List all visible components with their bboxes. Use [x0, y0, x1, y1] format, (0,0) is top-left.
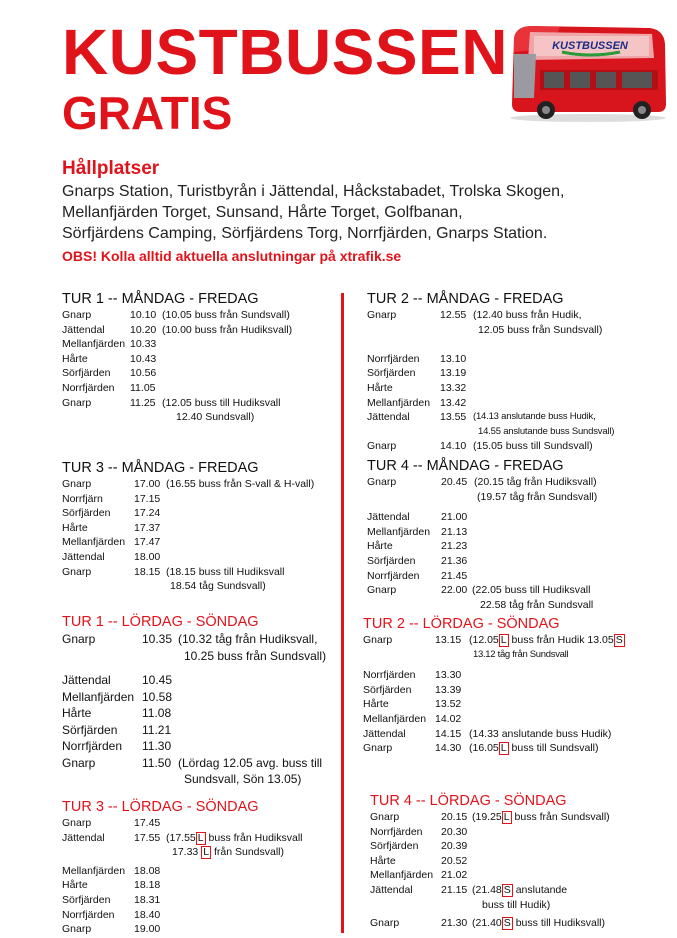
departure-time: 13.55 [440, 411, 467, 424]
schedule-heading: TUR 2 -- MÅNDAG - FREDAG [367, 291, 564, 307]
note-fragment: (19.25 [472, 811, 502, 823]
schedule-row [363, 742, 673, 757]
stop-name: Jättendal [62, 831, 105, 844]
stop-name: Norrfjärden [363, 669, 416, 682]
note-fragment: buss från Hudiksvall [208, 831, 303, 844]
connection-note: 10.25 buss från Sundsvall) [184, 648, 327, 663]
schedule-row [62, 909, 337, 924]
day-marker-badge: S [615, 634, 623, 646]
day-marker-badge: L [197, 831, 204, 844]
stops-heading: Hållplatser [62, 158, 160, 179]
departure-time: 11.25 [130, 396, 156, 409]
schedule-row [367, 570, 672, 585]
schedule-row [62, 817, 337, 832]
schedule-row [62, 632, 337, 649]
day-marker-badge: S [503, 917, 511, 930]
stop-name: Sörfjärden [370, 840, 419, 853]
stop-name: Hårte [370, 854, 396, 867]
note-fragment: (16.05 [469, 742, 499, 755]
stop-name: Hårte [62, 521, 88, 534]
departure-time: 13.42 [440, 396, 467, 409]
schedule-row [62, 353, 337, 368]
stop-name: Gnarp [62, 565, 92, 578]
stop-name: Gnarp [367, 476, 397, 488]
departure-time: 17.37 [134, 521, 161, 534]
departure-time: 17.47 [134, 536, 161, 549]
stop-name: Jättendal [62, 550, 105, 563]
departure-time: 17.00 [134, 478, 161, 490]
schedule-row [367, 309, 672, 324]
schedule-heading: TUR 1 -- LÖRDAG - SÖNDAG [62, 614, 259, 630]
schedule-row [62, 723, 337, 740]
departure-time: 14.15 [435, 727, 462, 740]
departure-time: 18.18 [134, 879, 161, 892]
departure-time: 21.13 [441, 525, 468, 538]
schedule-row [367, 353, 672, 368]
schedule-row [363, 713, 673, 728]
departure-time: 18.00 [134, 550, 161, 563]
schedule-row [367, 440, 672, 455]
connection-note: (Lördag 12.05 avg. buss till [178, 755, 323, 770]
stop-name: Sörfjärden [363, 683, 412, 696]
departure-time: 10.35 [142, 632, 173, 646]
departure-time: 20.52 [441, 854, 468, 867]
schedule-row [62, 894, 337, 909]
stop-name: Norrfjärden [62, 739, 123, 753]
schedule-row [62, 478, 337, 493]
schedule-row [363, 728, 673, 743]
departure-time: 21.00 [441, 511, 468, 524]
departure-time: 20.30 [441, 825, 468, 838]
schedule-heading: TUR 3 -- LÖRDAG - SÖNDAG [62, 799, 259, 815]
departure-time: 13.39 [435, 683, 462, 696]
stop-name: Hårte [367, 540, 393, 553]
departure-time: 20.39 [441, 840, 468, 853]
departure-time: 13.30 [435, 669, 462, 682]
stop-name: Gnarp [62, 396, 92, 409]
note-fragment: buss till Sundsvall) [511, 742, 599, 755]
schedule-row [370, 840, 673, 855]
day-marker-badge: L [503, 811, 510, 823]
schedule-row [367, 511, 672, 526]
departure-time: 22.00 [441, 584, 468, 597]
connection-note: (22.05 buss till Hudiksvall [472, 584, 591, 597]
connection-note: (20.15 tåg från Hudiksvall) [474, 476, 597, 488]
note-fragment: 17.33 [172, 846, 199, 859]
departure-time: 12.55 [440, 309, 467, 321]
connection-note: buss till Hudik) [482, 898, 551, 911]
page-subtitle: GRATIS [62, 87, 233, 139]
departure-time: 13.19 [440, 367, 467, 380]
departure-time: 18.15 [134, 565, 161, 578]
departure-time: 21.45 [441, 569, 468, 582]
stop-name: Hårte [62, 879, 88, 892]
schedule-row [62, 690, 337, 707]
bus-sign: KUSTBUSSEN [552, 40, 628, 52]
schedule-row-continuation [367, 338, 672, 353]
bus-illustration [500, 18, 670, 123]
connection-note: (14.13 anslutande buss Hudik, [473, 411, 596, 423]
departure-time: 10.10 [130, 309, 157, 321]
day-marker-badge: L [500, 742, 507, 755]
schedule-tur4-weekend [370, 793, 673, 932]
schedule-row [363, 669, 673, 684]
schedule-row-continuation [363, 649, 673, 664]
stop-name: Hårte [363, 698, 389, 711]
connection-note: (19.57 tåg från Sundsvall) [477, 490, 598, 503]
schedule-row [370, 855, 673, 870]
note-fragment: buss från Sundsvall) [514, 811, 610, 823]
stops-line: Gnarps Station, Turistbyrån i Jättendal, Håckstabadet, Trolska Skogen, [62, 183, 565, 200]
departure-time: 17.24 [134, 507, 161, 520]
departure-time: 10.33 [130, 338, 157, 351]
schedule-row [62, 566, 337, 581]
stop-name: Gnarp [62, 755, 96, 770]
departure-time: 21.30 [441, 917, 468, 930]
schedule-heading: TUR 4 -- LÖRDAG - SÖNDAG [370, 793, 567, 809]
stop-name: Gnarp [363, 742, 393, 755]
schedule-row [62, 324, 337, 339]
schedule-row [367, 397, 672, 412]
schedule-tur2-weekend [363, 616, 673, 757]
stop-name: Norrfjärden [62, 908, 115, 921]
stop-name: Mellanfjärden [367, 525, 431, 538]
schedule-row [363, 684, 673, 699]
connection-note: (14.33 anslutande buss Hudik) [469, 727, 612, 740]
schedule-tur3-weekday [62, 460, 337, 595]
departure-time: 18.31 [134, 893, 161, 906]
departure-time: 14.02 [435, 712, 462, 725]
connection-note: 13.12 tåg från Sundsvall [473, 648, 569, 660]
note-fragment: (12.05 [469, 634, 499, 646]
departure-time: 21.23 [441, 540, 468, 553]
note-fragment: anslutande [515, 883, 568, 896]
schedule-row [367, 367, 672, 382]
note-fragment: (21.48 [472, 883, 502, 896]
schedule-row [62, 536, 337, 551]
schedule-row [367, 411, 672, 426]
departure-time: 18.40 [134, 908, 161, 921]
schedule-row [370, 917, 673, 932]
schedule-row [62, 367, 337, 382]
connection-note [166, 832, 303, 845]
day-marker-badge: L [203, 846, 210, 859]
departure-time: 10.58 [142, 689, 173, 704]
stop-name: Sörfjärden [367, 367, 416, 380]
schedule-row [367, 476, 672, 491]
schedule-row [62, 507, 337, 522]
departure-time: 13.15 [435, 634, 462, 646]
stop-name: Gnarp [62, 478, 92, 490]
departure-time: 14.30 [435, 742, 462, 755]
schedule-row-continuation [62, 411, 337, 426]
stop-name: Norrfjärden [367, 569, 420, 582]
departure-time: 20.15 [441, 811, 468, 823]
schedule-row [62, 309, 337, 324]
stop-name: Hårte [62, 352, 88, 365]
schedule-row [370, 869, 673, 884]
stop-name: Mellanfjärden [62, 536, 126, 549]
stop-name: Mellanfjärden [363, 712, 427, 725]
schedule-row [62, 397, 337, 412]
connection-note [472, 811, 610, 824]
schedule-heading: TUR 2 -- LÖRDAG - SÖNDAG [363, 616, 560, 632]
note-fragment: från Sundsvall) [213, 846, 285, 859]
stop-name: Mellanfjärden [62, 864, 126, 877]
stop-name: Gnarp [363, 634, 393, 646]
schedule-tur3-weekend [62, 799, 337, 938]
departure-time: 10.56 [130, 367, 157, 380]
schedule-row [62, 382, 337, 397]
schedule-tur2-weekday [367, 291, 672, 455]
day-marker-badge: L [500, 634, 507, 646]
stop-name: Sörfjärden [62, 893, 111, 906]
stop-name: Sörfjärden [62, 722, 118, 737]
connection-note: (12.40 buss från Hudik, [473, 309, 582, 321]
connection-note: (10.00 buss från Hudiksvall) [162, 323, 293, 336]
schedule-row-continuation [367, 491, 672, 506]
connection-note: (12.05 buss till Hudiksvall [162, 396, 281, 409]
note-fragment: buss från Hudik 13.05 [511, 634, 614, 646]
day-marker-badge: S [503, 883, 511, 896]
notice-text: OBS! Kolla alltid aktuella anslutningar på xtrafik.se [62, 248, 402, 264]
connection-note [469, 742, 599, 755]
schedule-row [62, 832, 337, 847]
schedule-heading: TUR 3 -- MÅNDAG - FREDAG [62, 460, 259, 476]
schedule-row [367, 555, 672, 570]
schedule-row [62, 493, 337, 508]
stop-name: Hårte [367, 381, 393, 394]
departure-time: 11.50 [142, 755, 172, 770]
stop-name: Jättendal [62, 673, 111, 687]
connection-note: (18.15 buss till Hudiksvall [166, 565, 285, 578]
stops-line: Mellanfjärden Torget, Sunsand, Hårte Torget, Golfbanan, [62, 204, 463, 221]
stop-name: Gnarp [62, 923, 92, 936]
schedule-row [370, 811, 673, 826]
schedule-tur1-weekday [62, 291, 337, 426]
stop-name: Norrfjärden [370, 825, 423, 838]
stops-line: Sörfjärdens Camping, Sörfjärdens Torg, Norrfjärden, Gnarps Station. [62, 225, 548, 242]
stop-name: Norrfjärden [367, 352, 420, 365]
departure-time: 11.21 [142, 722, 172, 737]
stop-name: Sörfjärden [367, 554, 416, 567]
schedule-row [367, 526, 672, 541]
connection-note: 12.05 buss från Sundsvall) [478, 323, 603, 336]
schedule-row [62, 706, 337, 723]
column-divider [341, 293, 344, 933]
schedule-row-continuation [367, 324, 672, 339]
connection-note: (16.55 buss från S-vall & H-vall) [166, 478, 315, 490]
schedule-heading: TUR 1 -- MÅNDAG - FREDAG [62, 291, 259, 307]
departure-time: 10.20 [130, 323, 157, 336]
schedule-row-continuation [62, 665, 337, 673]
connection-note [472, 917, 605, 930]
schedule-row-continuation [370, 899, 673, 914]
schedule-row [62, 923, 337, 938]
schedule-row [62, 756, 337, 773]
schedule-row-continuation [367, 426, 672, 441]
departure-time: 20.45 [441, 476, 468, 488]
stop-name: Gnarp [367, 309, 397, 321]
connection-note [472, 884, 567, 897]
schedule-row [62, 739, 337, 756]
departure-time: 13.52 [435, 698, 462, 711]
stop-name: Sörfjärden [62, 507, 111, 520]
schedule-row-continuation [62, 649, 337, 666]
connection-note [469, 634, 625, 647]
schedule-row-continuation [62, 772, 337, 789]
connection-note: (10.05 buss från Sundsvall) [162, 309, 290, 321]
connection-note: 12.40 Sundsvall) [176, 411, 255, 424]
stop-name: Gnarp [370, 811, 400, 823]
schedule-row [367, 540, 672, 555]
schedule-row [370, 884, 673, 899]
stop-name: Gnarp [367, 584, 397, 597]
stop-name: Mellanfjärden [62, 338, 126, 351]
connection-note: 18.54 tåg Sundsvall) [170, 580, 266, 593]
departure-time: 17.45 [134, 817, 161, 829]
stop-name: Gnarp [370, 917, 400, 930]
stop-name: Hårte [62, 706, 92, 720]
stop-name: Mellanfjärden [367, 396, 431, 409]
departure-time: 10.45 [142, 673, 173, 687]
stops-list [62, 181, 564, 244]
stop-name: Jättendal [367, 411, 410, 424]
schedule-row [62, 522, 337, 537]
departure-time: 10.43 [130, 352, 157, 365]
schedule-row [62, 879, 337, 894]
stop-name: Jättendal [363, 727, 406, 740]
stop-name: Gnarp [62, 309, 92, 321]
schedule-row [370, 826, 673, 841]
connection-note: (10.32 tåg från Hudiksvall, [178, 632, 318, 646]
departure-time: 18.08 [134, 864, 161, 877]
schedule-row [62, 551, 337, 566]
departure-time: 21.02 [441, 869, 468, 882]
note-fragment: buss till Hudiksvall) [515, 917, 605, 930]
stop-name: Mellanfjärden [370, 869, 434, 882]
schedule-heading: TUR 4 -- MÅNDAG - FREDAG [367, 458, 564, 474]
departure-time: 14.10 [440, 440, 467, 453]
stop-name: Norrfjärden [62, 381, 115, 394]
page-title: KUSTBUSSEN [62, 16, 508, 88]
schedule-row [363, 698, 673, 713]
schedule-row [367, 382, 672, 397]
departure-time: 21.15 [441, 883, 468, 896]
stop-name: Mellanfjärden [62, 689, 135, 704]
connection-note: 14.55 anslutande buss Sundsvall) [478, 425, 615, 437]
departure-time: 21.36 [441, 554, 468, 567]
connection-note: (15.05 buss till Sundsvall) [473, 440, 593, 453]
departure-time: 13.32 [440, 381, 467, 394]
stop-name: Gnarp [367, 440, 397, 453]
departure-time: 17.55 [134, 831, 161, 844]
connection-note [172, 846, 284, 859]
connection-note: Sundsvall, Sön 13.05) [184, 772, 302, 786]
departure-time: 17.15 [134, 492, 161, 505]
schedule-row [62, 338, 337, 353]
departure-time: 11.08 [142, 706, 172, 720]
stop-name: Jättendal [367, 511, 410, 524]
stop-name: Gnarp [62, 632, 96, 646]
schedule-row [367, 584, 672, 599]
schedule-tur4-weekday [367, 458, 672, 613]
schedule-tur1-weekend [62, 614, 337, 789]
stop-name: Gnarp [62, 817, 92, 829]
schedule-row [363, 634, 673, 649]
note-fragment: (17.55 [166, 831, 196, 844]
schedule-row-continuation [62, 846, 337, 861]
schedule-row [62, 673, 337, 690]
connection-note: 22.58 tåg från Sundsvall [480, 598, 594, 611]
stop-name: Jättendal [370, 883, 413, 896]
schedule-row [62, 865, 337, 880]
departure-time: 11.05 [130, 381, 156, 394]
departure-time: 11.30 [142, 739, 172, 753]
note-fragment: (21.40 [472, 917, 502, 930]
stop-name: Jättendal [62, 323, 105, 336]
departure-time: 19.00 [134, 923, 161, 936]
stop-name: Norrfjärn [62, 492, 103, 505]
departure-time: 13.10 [440, 352, 467, 365]
stop-name: Sörfjärden [62, 367, 111, 380]
schedule-row-continuation [367, 599, 672, 614]
schedule-row-continuation [62, 580, 337, 595]
